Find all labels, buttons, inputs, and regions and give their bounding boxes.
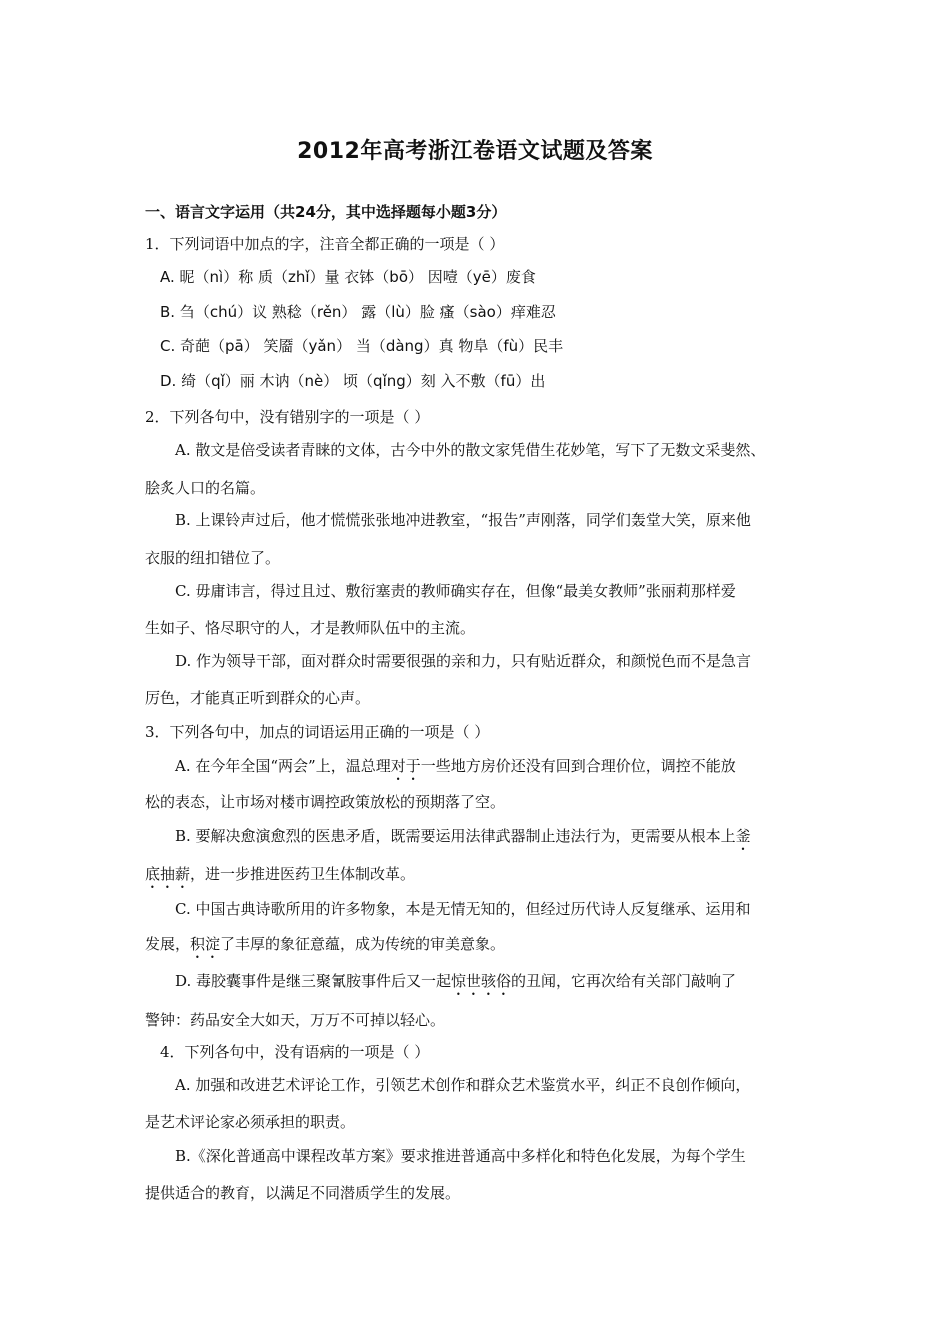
q2-option-a-line1: A. 散文是倍受读者青睐的文体，古今中外的散文家凭借生花妙笔，写下了无数文采斐然、: [175, 441, 766, 459]
dotted-term: 底抽薪: [145, 865, 191, 883]
q2-option-b-line2: 衣服的纽扣错位了。: [145, 549, 281, 567]
text-run: ，进一步推进医药卫生体制改革。: [190, 865, 416, 883]
question-3-stem: 3．下列各句中，加点的词语运用正确的一项是（ ）: [145, 723, 490, 741]
text-run: 了丰厚的象征意蕴，成为传统的审美意象。: [220, 935, 506, 953]
text-run: B. 要解决愈演愈烈的医患矛盾，既需要运用法律武器制止违法行为，更需要从根本上: [175, 827, 736, 845]
q2-option-a-line2: 脍炙人口的名篇。: [145, 479, 266, 497]
text-run: A. 在今年全国“两会”上，温总理: [175, 757, 391, 775]
q2-option-b-line1: B. 上课铃声过后，他才慌慌张张地冲进教室，“报告”声刚落，同学们轰堂大笑，原来他: [175, 511, 751, 529]
q4-option-a-line1: A. 加强和改进艺术评论工作，引领艺术创作和群众艺术鉴赏水平，纠正不良创作倾向，: [175, 1076, 751, 1094]
q4-option-b-line1: B.《深化普通高中课程改革方案》要求推进普通高中多样化和特色化发展，为每个学生: [175, 1147, 746, 1165]
q3-option-c-line2: [145, 935, 505, 962]
q3-option-b-line2: [145, 865, 415, 892]
text-run: D. 毒胶囊事件是继三聚氰胺事件后又一起: [175, 972, 452, 990]
question-2-stem: 2．下列各句中，没有错别字的一项是（ ）: [145, 408, 430, 426]
text-run: 的丑闻，它再次给有关部门敲响了: [511, 972, 737, 990]
dotted-term: 积淀: [190, 935, 221, 953]
dotted-term: 惊世骇俗: [451, 972, 512, 990]
text-run: 一些地方房价还没有回到合理价位，调控不能放: [420, 757, 736, 775]
q3-option-a-line2: 松的表态，让市场对楼市调控政策放松的预期落了空。: [145, 793, 506, 811]
document-title: 2012年高考浙江卷语文试题及答案: [297, 139, 653, 164]
q1-option-d: D. 绮（qǐ）丽 木讷（nè） 顷（qǐng）刻 入不敷（fū）出: [160, 372, 546, 390]
question-4-stem: 4．下列各句中，没有语病的一项是（ ）: [160, 1043, 430, 1061]
q3-option-a-line1: [175, 757, 736, 784]
dotted-term: 对于: [390, 757, 421, 775]
q4-option-b-line2: 提供适合的教育，以满足不同潜质学生的发展。: [145, 1184, 461, 1202]
dotted-term: 釜: [735, 827, 751, 845]
q1-option-b: B. 刍（chú）议 熟稔（rěn） 露（lù）脸 瘙（sào）痒难忍: [160, 303, 556, 321]
q3-option-d-line2: 警钟：药品安全大如天，万万不可掉以轻心。: [145, 1011, 446, 1029]
section-heading: 一、语言文字运用（共24分，其中选择题每小题3分）: [145, 203, 507, 221]
text-run: 发展，: [145, 935, 191, 953]
q2-option-d-line1: D. 作为领导干部，面对群众时需要很强的亲和力，只有贴近群众，和颜悦色而不是急言: [175, 652, 752, 670]
q1-option-a: A. 昵（nì）称 质（zhǐ）量 衣钵（bō） 因噎（yē）废食: [160, 268, 536, 286]
q2-option-d-line2: 厉色，才能真正听到群众的心声。: [145, 689, 371, 707]
q3-option-c-line1: C. 中国古典诗歌所用的许多物象，本是无情无知的，但经过历代诗人反复继承、运用和: [175, 900, 751, 918]
q4-option-a-line2: 是艺术评论家必须承担的职责。: [145, 1113, 356, 1131]
q2-option-c-line1: C. 毋庸讳言，得过且过、敷衍塞责的教师确实存在，但像“最美女教师”张丽莉那样爱: [175, 582, 736, 600]
q2-option-c-line2: 生如子、恪尽职守的人，才是教师队伍中的主流。: [145, 619, 476, 637]
q3-option-d-line1: [175, 972, 736, 999]
question-1-stem: 1．下列词语中加点的字，注音全都正确的一项是（ ）: [145, 235, 505, 253]
q3-option-b-line1: [175, 827, 751, 854]
q1-option-c: C. 奇葩（pā） 笑靥（yǎn） 当（dàng）真 物阜（fù）民丰: [160, 337, 564, 355]
